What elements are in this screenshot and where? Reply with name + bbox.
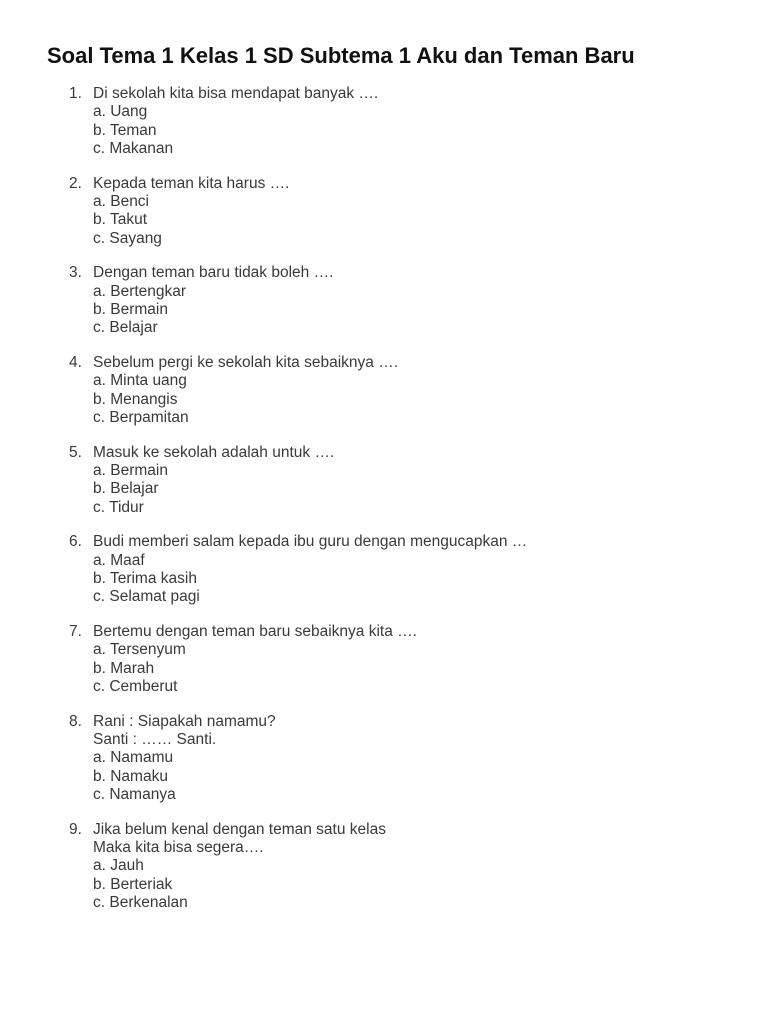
answer-option: c. Tidur: [93, 498, 144, 516]
answer-option: c. Berpamitan: [93, 408, 189, 426]
answer-option: c. Cemberut: [93, 678, 178, 696]
question-body: [93, 713, 768, 804]
question-list: [0, 85, 768, 929]
question-item: [0, 444, 768, 517]
question-item: [0, 713, 768, 804]
question-item: [0, 623, 768, 696]
question-text: Dengan teman baru tidak boleh ….: [93, 264, 334, 282]
question-body: [93, 444, 768, 517]
question-text: Bertemu dengan teman baru sebaiknya kita ….: [93, 623, 417, 641]
question-number: 2.: [69, 174, 82, 192]
answer-option: a. Uang: [93, 103, 148, 121]
question-item: [0, 821, 768, 912]
answer-option: c. Makanan: [93, 139, 174, 157]
question-number: 9.: [69, 820, 82, 838]
answer-option: a. Bertengkar: [93, 282, 187, 300]
question-text: Rani : Siapakah namamu?: [93, 712, 276, 730]
question-text: Di sekolah kita bisa mendapat banyak ….: [93, 85, 379, 102]
answer-option: a. Jauh: [93, 857, 144, 875]
answer-option: c. Berkenalan: [93, 893, 188, 911]
question-body: [93, 821, 768, 912]
answer-option: b. Bermain: [93, 300, 168, 318]
answer-option: b. Terima kasih: [93, 570, 197, 588]
answer-option: b. Teman: [93, 121, 157, 139]
answer-option: b. Menangis: [93, 390, 178, 408]
answer-option: a. Tersenyum: [93, 641, 186, 659]
question-number: 5.: [69, 443, 82, 461]
question-text: Sebelum pergi ke sekolah kita sebaiknya ….: [93, 354, 398, 372]
question-body: [93, 623, 768, 696]
answer-option: a. Minta uang: [93, 372, 187, 390]
question-item: [0, 85, 768, 158]
page-title: Soal Tema 1 Kelas 1 SD Subtema 1 Aku dan Teman Baru: [47, 43, 635, 68]
answer-option: c. Belajar: [93, 319, 158, 337]
answer-option: c. Sayang: [93, 229, 162, 247]
answer-option: a. Benci: [93, 192, 150, 210]
question-text: Budi memberi salam kepada ibu guru dengan mengucapkan …: [93, 533, 528, 551]
answer-option: a. Maaf: [93, 551, 145, 569]
question-text: Masuk ke sekolah adalah untuk ….: [93, 443, 335, 461]
question-number: 6.: [69, 533, 82, 551]
answer-option: b. Marah: [93, 659, 155, 677]
question-number: 1.: [69, 85, 82, 102]
question-text: Maka kita bisa segera….: [93, 839, 264, 857]
question-body: [93, 264, 768, 337]
answer-option: a. Namamu: [93, 749, 174, 767]
question-number: 7.: [69, 623, 82, 641]
question-item: [0, 264, 768, 337]
question-text: Kepada teman kita harus ….: [93, 174, 290, 192]
question-number: 3.: [69, 264, 82, 282]
answer-option: c. Selamat pagi: [93, 588, 200, 606]
question-number: 8.: [69, 712, 82, 730]
question-body: [93, 533, 768, 606]
question-number: 4.: [69, 354, 82, 372]
answer-option: b. Takut: [93, 211, 148, 229]
answer-option: c. Namanya: [93, 786, 176, 803]
answer-option: a. Bermain: [93, 462, 168, 480]
question-item: [0, 175, 768, 248]
answer-option: b. Belajar: [93, 480, 159, 498]
answer-option: b. Namaku: [93, 767, 168, 785]
question-text: Jika belum kenal dengan teman satu kelas: [93, 820, 386, 838]
question-body: [93, 85, 768, 158]
question-body: [93, 354, 768, 427]
question-item: [0, 354, 768, 427]
question-text: Santi : …… Santi.: [93, 731, 217, 749]
answer-option: b. Berteriak: [93, 875, 173, 893]
question-body: [93, 175, 768, 248]
question-item: [0, 533, 768, 606]
